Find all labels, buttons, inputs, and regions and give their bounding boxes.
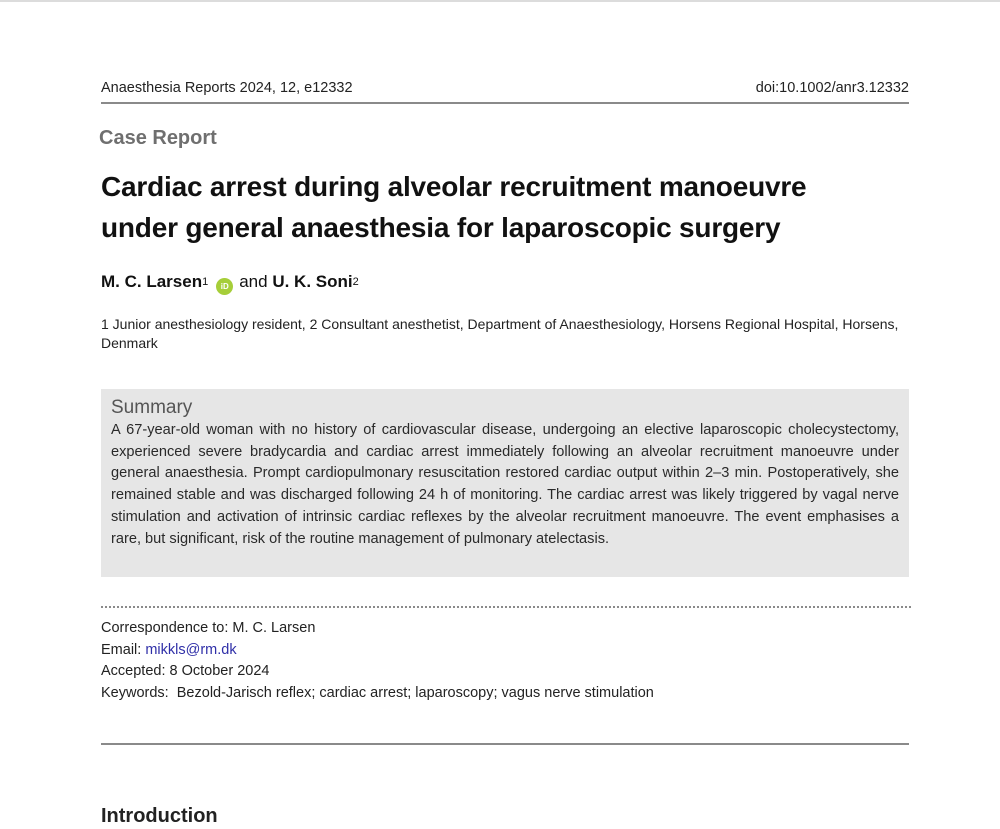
running-head xyxy=(101,80,909,96)
dotted-divider xyxy=(101,606,911,608)
author-2-affiliation-mark: 2 xyxy=(352,276,359,288)
accepted-label: Accepted: xyxy=(101,663,166,679)
accepted-line xyxy=(101,661,654,683)
keywords-value: Bezold-Jarisch reflex; cardiac arrest; laparoscopy; vagus nerve stimulation xyxy=(176,684,654,701)
accepted-date: 8 October 2024 xyxy=(169,663,270,679)
author-1-name: M. C. Larsen xyxy=(101,272,203,291)
summary-text: A 67-year-old woman with no history of cardiovascular disease, undergoing an elective laparoscopic cholecystectomy, experienced severe bradycardia and cardiac arrest immediately following an alveolar recruitment manoeuvre under general anaesthesia. Prompt cardiopulmonary resuscitation restored cardiac output within 2–3 min. Postoperatively, she remained stable and was discharged following 24 h of monitoring. The cardiac arrest was likely triggered by vagal nerve stimulation and activation of intrinsic cardiac reflexes by the alveolar recruitment manoeuvre. The event emphasises a rare, but significant, risk of the routine management of pulmonary atelectasis. xyxy=(111,422,899,547)
article-type: Case Report xyxy=(99,127,217,149)
keywords-label: Keywords: xyxy=(101,684,169,701)
journal-citation: Anaesthesia Reports 2024, 12, e12332 xyxy=(101,80,353,96)
title-line-2: under general anaesthesia for laparoscopic surgery xyxy=(101,212,781,243)
author-conjunction: and xyxy=(239,272,268,291)
author-list xyxy=(101,272,359,293)
email-label: Email: xyxy=(101,641,142,658)
article-meta xyxy=(101,618,654,704)
header-rule xyxy=(101,102,909,104)
keywords-line xyxy=(101,683,654,705)
title-line-1: Cardiac arrest during alveolar recruitment manoeuvre xyxy=(101,171,807,202)
correspondence-line xyxy=(101,618,654,640)
meta-rule xyxy=(101,743,909,745)
author-1-affiliation-mark: 1 xyxy=(202,276,209,288)
orcid-icon[interactable]: iD xyxy=(216,278,233,295)
author-2-name: U. K. Soni xyxy=(272,272,353,291)
summary-box xyxy=(101,389,909,577)
section-heading-introduction: Introduction xyxy=(101,805,218,827)
top-border xyxy=(0,0,1000,2)
article-title xyxy=(101,166,909,248)
affiliation: 1 Junior anesthesiology resident, 2 Consultant anesthetist, Department of Anaesthesiology, Horsens Regional Hospital, Horsens, Denmark xyxy=(101,316,899,351)
email-link[interactable]: mikkls@rm.dk xyxy=(145,641,237,658)
doi-label: doi:10.1002/anr3.12332 xyxy=(755,80,909,96)
correspondence-label: Correspondence to: xyxy=(101,620,229,636)
correspondence-value: M. C. Larsen xyxy=(232,620,316,636)
summary-heading: Summary xyxy=(111,397,193,418)
email-line xyxy=(101,640,654,662)
